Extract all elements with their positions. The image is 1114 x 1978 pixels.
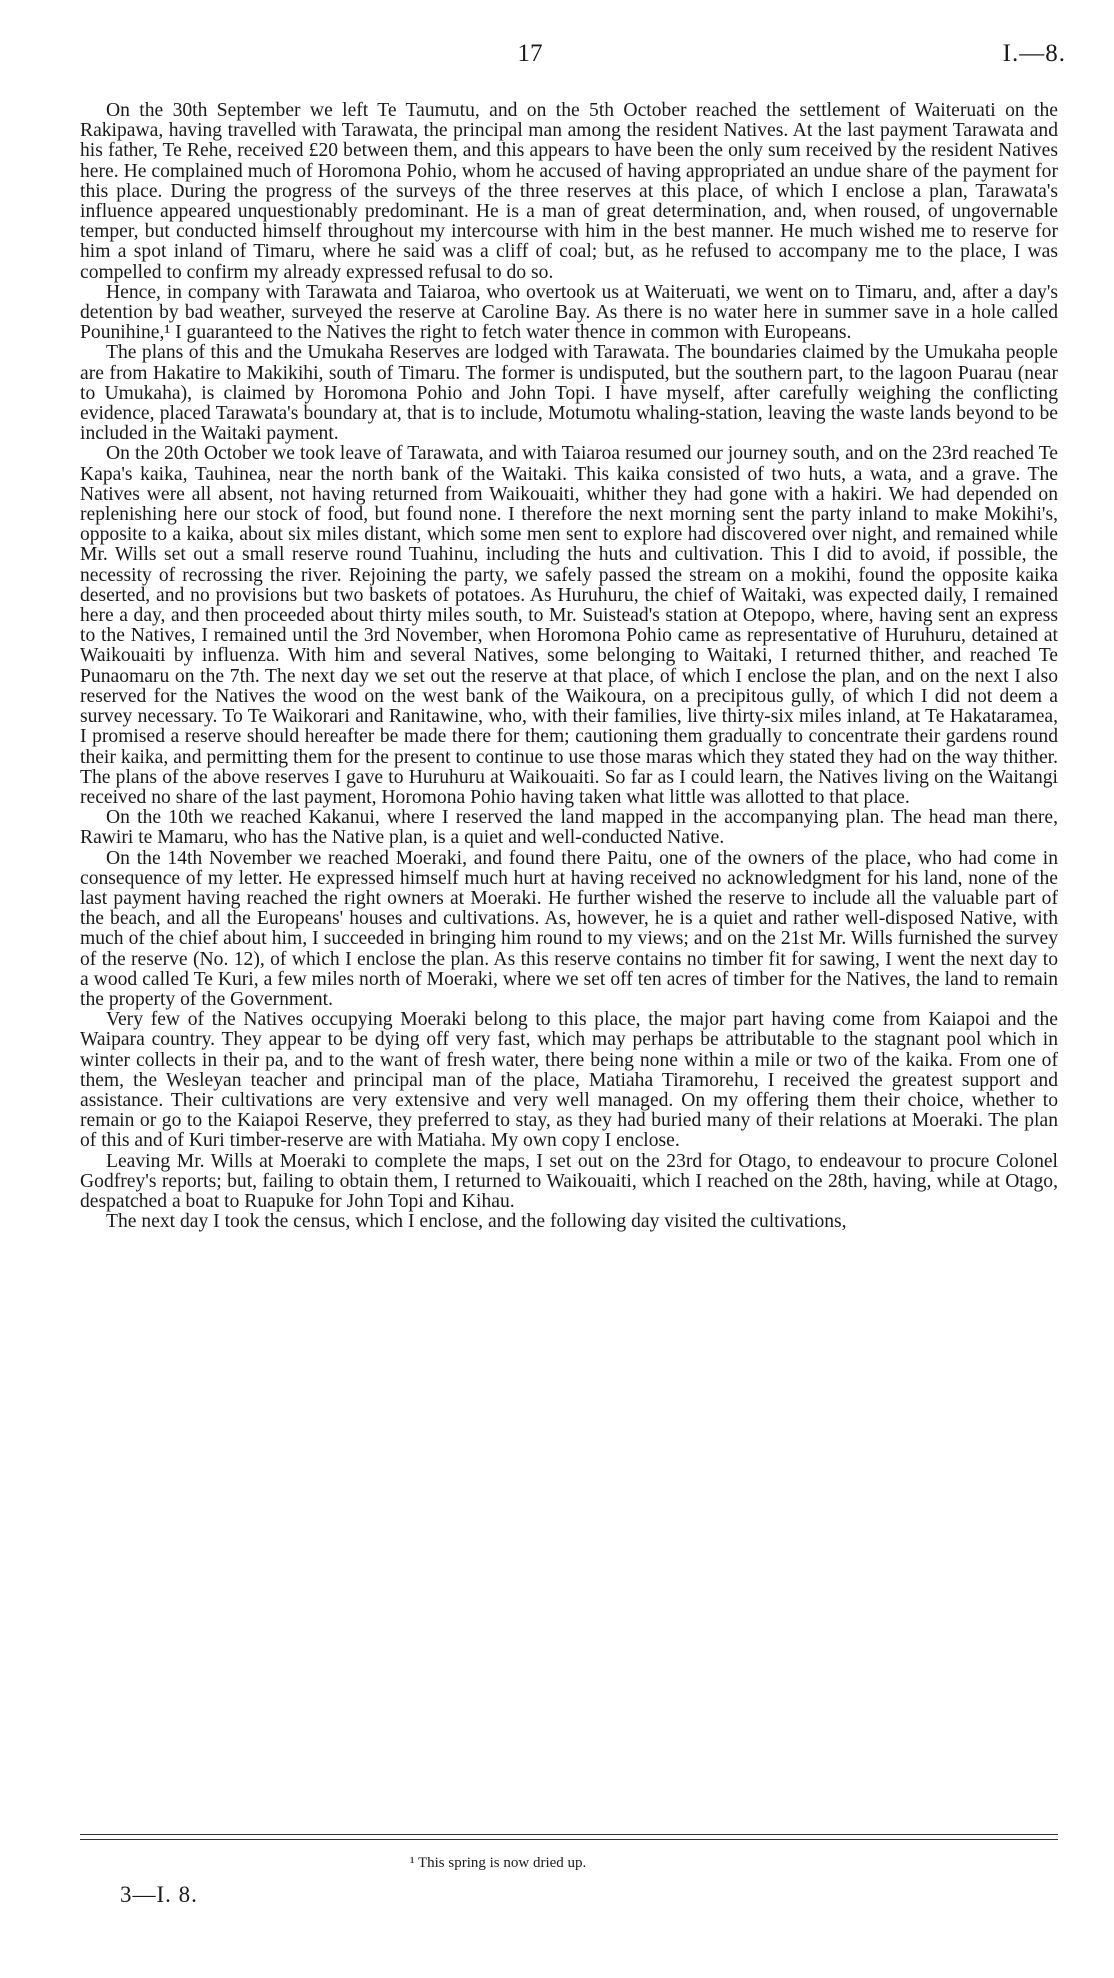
footnote-rule	[80, 1834, 1058, 1835]
paragraph: Very few of the Natives occupying Moeraki belong to this place, the major part having come from Kaiapoi and the Waipara country. They appear to be dying off very fast, which may perhaps be attributable to the stagnant pool which in winter collects in their pa, and to the want of fresh water, there being none within a mile or two of the kaika. From one of them, the Wesleyan teacher and principal man of the place, Matiaha Tiramorehu, I received the greatest support and assistance. Their cultivations are very extensive and very well managed. On my offering them their choice, whether to remain or go to the Kaiapoi Reserve, they preferred to stay, as they had buried many of their relations at Moeraki. The plan of this and of Kuri timber-reserve are with Matiaha. My own copy I enclose.	[80, 1009, 1058, 1152]
paragraph: The next day I took the census, which I enclose, and the following day visited the cultivations,	[106, 1211, 847, 1233]
body-text	[80, 101, 1058, 1232]
paragraph: On the 14th November we reached Moeraki, and found there Paitu, one of the owners of the place, who had come in consequence of my letter. He expressed himself much hurt at having received no acknowledgment for his land, none of the last payment having reached the right owners at Moeraki. He further wished the reserve to include all the valuable part of the beach, and all the Europeans' houses and cultivations. As, however, he is a quiet and rather well-disposed Native, with much of the chief about him, I succeeded in bringing him round to my views; and on the 21st Mr. Wills furnished the survey of the reserve (No. 12), of which I enclose the plan. As this reserve contains no timber fit for sawing, I went the next day to a wood called Te Kuri, a few miles north of Moeraki, where we set off ten acres of timber for the Natives, the land to remain the property of the Government.	[80, 847, 1058, 1010]
paragraph: The plans of this and the Umukaha Reserves are lodged with Tarawata. The boundaries claimed by the Umukaha people are from Hakatire to Makikihi, south of Timaru. The former is undisputed, but the southern part, to the lagoon Puarau (near to Umukaha), is claimed by Horomona Pohio and John Topi. I have myself, after carefully weighing the conflicting evidence, placed Tarawata's boundary at, that is to include, Motumotu whaling-station, leaving the waste lands beyond to be included in the Waitaki payment.	[80, 342, 1058, 445]
paragraph: On the 10th we reached Kakanui, where I reserved the land mapped in the accompanying plan. The head man there, Rawiri te Mamaru, who has the Native plan, is a quiet and well-conducted Native.	[80, 807, 1058, 849]
page-number: 17	[517, 40, 543, 67]
paragraph: On the 30th September we left Te Taumutu, and on the 5th October reached the settlement of Waiteruati on the Rakipawa, having travelled with Tarawata, the principal man among the resident Natives. At the last payment Tarawata and his father, Te Rehe, received £20 between them, and this appears to have been the only sum received by the resident Natives here. He complained much of Horomona Pohio, whom he accused of having appropriated an undue share of the payment for this place. During the progress of the surveys of the three reserves at this place, of which I enclose a plan, Tarawata's influence appeared unquestionably predominant. He is a man of great determination, and, when roused, of ungovernable temper, but conducted himself throughout my intercourse with him in the best manner. He much wished me to reserve for him a spot inland of Timaru, where he said was a cliff of coal; but, as he refused to accompany me to the place, I was compelled to confirm my already expressed refusal to do so.	[80, 100, 1058, 283]
footnote: ¹ This spring is now dried up.	[410, 1855, 587, 1871]
paragraph: Leaving Mr. Wills at Moeraki to complete the maps, I set out on the 23rd for Otago, to endeavour to procure Colonel Godfrey's reports; but, failing to obtain them, I returned to Waikouaiti, which I reached on the 28th, having, while at Otago, despatched a boat to Ruapuke for John Topi and Kihau.	[80, 1150, 1058, 1212]
footnote-rule	[80, 1839, 1058, 1840]
paragraph: Hence, in company with Tarawata and Taiaroa, who overtook us at Waiteruati, we went on to Timaru, and, after a day's detention by bad weather, surveyed the reserve at Caroline Bay. As there is no water here in summer save in a hole called Pounihine,¹ I guaranteed to the Natives the right to fetch water thence in common with Europeans.	[80, 281, 1058, 344]
signature-mark: 3—I. 8.	[120, 1882, 198, 1907]
document-code: I.—8.	[1002, 40, 1066, 67]
paragraph: On the 20th October we took leave of Tarawata, and with Taiaroa resumed our journey south, and on the 23rd reached Te Kapa's kaika, Tauhinea, near the north bank of the Waitaki. This kaika consisted of two huts, a wata, and a grave. The Natives were all absent, not having returned from Waikouaiti, whither they had gone with a hakiri. We had depended on replenishing here our stock of food, but found none. I therefore the next morning sent the party inland to make Mokihi's, opposite to a kaika, about six miles distant, which some men sent to explore had discovered over night, and remained while Mr. Wills set out a small reserve round Tuahinu, including the huts and cultivation. This I did to avoid, if possible, the necessity of recrossing the river. Rejoining the party, we safely passed the stream on a mokihi, found the opposite kaika deserted, and no provisions but two baskets of potatoes. As Huruhuru, the chief of Waitaki, was expected daily, I remained here a day, and then proceeded about thirty miles south, to Mr. Suistead's station at Otepopo, where, having sent an express to the Natives, I remained until the 3rd November, when Horomona Pohio came as representative of Huruhuru, detained at Waikouaiti by influenza. With him and several Natives, some belonging to Waitaki, I returned thither, and reached Te Punaomaru on the 7th. The next day we set out the reserve at that place, of which I enclose the plan, and on the next I also reserved for the Natives the wood on the west bank of the Waikoura, on a precipitous gully, of which I did not deem a survey necessary. To Te Waikorari and Ranitawine, who, with their families, live thirty-six miles inland, at Te Hakataramea, I promised a reserve should hereafter be made there for them; cautioning them gradually to concentrate their gardens round their kaika, and permitting them for the present to continue to use those maras which they stated they had on the way thither. The plans of the above reserves I gave to Huruhuru at Waikouaiti. So far as I could learn, the Natives living on the Waitangi received no share of the last payment, Horomona Pohio having taken what little was allotted to that place.	[80, 443, 1058, 808]
